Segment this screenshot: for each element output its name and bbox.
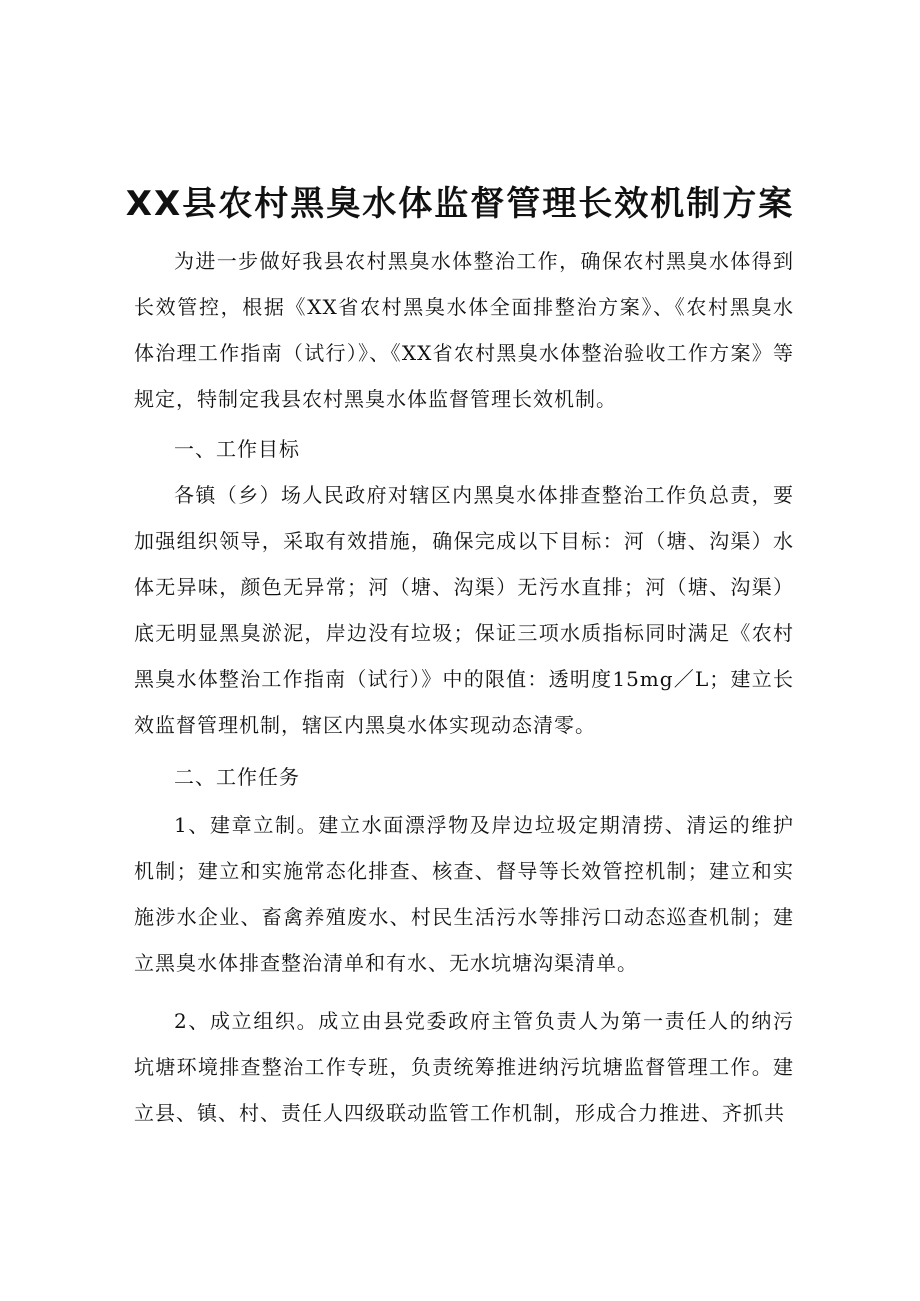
section-heading-tasks: 二、工作任务 (174, 765, 300, 789)
goals-paragraph: 各镇（乡）场人民政府对辖区内黑臭水体排查整治工作负总责，要加强组织领导，采取有效措施，确保完成以下目标：河（塘、沟渠）水体无异味，颜色无异常；河（塘、沟渠）无污水直排；河（塘、沟渠）底无明显黑臭淤泥，岸边没有垃圾；保证三项水质指标同时满足《农村黑臭水体整治工作指南（试行）》中的限值：透明度15mg／L；建立长效监督管理机制，辖区内黑臭水体实现动态清零。 (134, 483, 794, 737)
task-2-paragraph: 2、成立组织。成立由县党委政府主管负责人为第一责任人的纳污坑塘环境排查整治工作专班，负责统筹推进纳污坑塘监督管理工作。建立县、镇、村、责任人四级联动监管工作机制，形成合力推进、齐抓共 (134, 1009, 794, 1125)
intro-paragraph: 为进一步做好我县农村黑臭水体整治工作，确保农村黑臭水体得到长效管控，根据《XX省农村黑臭水体全面排整治方案》、《农村黑臭水体治理工作指南（试行）》、《XX省农村黑臭水体整治验收工作方案》等规定，特制定我县农村黑臭水体监督管理长效机制。 (134, 249, 794, 411)
task-1-paragraph: 1、建章立制。建立水面漂浮物及岸边垃圾定期清捞、清运的维护机制；建立和实施常态化排查、核查、督导等长效管控机制；建立和实施涉水企业、畜禽养殖废水、村民生活污水等排污口动态巡查机制；建立黑臭水体排查整治清单和有水、无水坑塘沟渠清单。 (134, 813, 794, 975)
section-heading-goals: 一、工作目标 (174, 437, 300, 461)
document-title: XX县农村黑臭水体监督管理长效机制方案 (125, 184, 795, 224)
